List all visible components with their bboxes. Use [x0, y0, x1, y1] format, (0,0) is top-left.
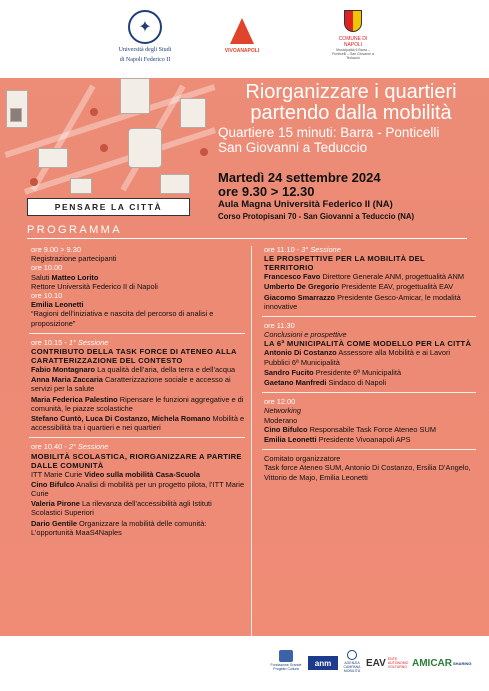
speaker-name: Cino Bifulco [31, 479, 75, 489]
subtitle-line-1: Quartiere 15 minuti: Barra - Ponticelli [218, 125, 440, 140]
program-right-column [264, 245, 476, 482]
speaker-name: Gaetano Manfredi [264, 378, 327, 388]
vivoanapoli-logo-text: VIVOANAPOLI [224, 48, 260, 54]
program-item [31, 470, 245, 479]
programma-rule [27, 238, 467, 239]
speaker-name: Stefano Cuntò, Luca Di Costanzo, Michela Romano [31, 414, 211, 424]
speaker-name: Valeria Pirone [31, 499, 80, 509]
slot-text: Saluti Matteo Lorito [31, 272, 99, 282]
comune-crest-icon [344, 10, 362, 32]
subtitle-line-2: San Giovanni a Teduccio [218, 140, 368, 155]
amicar-logo [412, 650, 472, 676]
title-line-1: Riorganizzare i quartieri [245, 81, 457, 103]
item-text: Presidente 6ª Municipalità [313, 367, 402, 377]
item-bold-text: Video sulla mobilità Casa-Scuola [84, 469, 200, 479]
speaker-name: Dario Gentile [31, 518, 77, 528]
item-text: Direttore Generale ANM, progettualità ANM [320, 272, 465, 282]
speaker-name: Emilia Leonetti [264, 435, 317, 445]
program-item [264, 378, 476, 387]
committee-title: Comitato organizzatore [264, 454, 341, 464]
amicar-text: AMICAR [412, 657, 452, 669]
agenzia-text: AGENZIA CAMPANA MOBILITÀ [343, 661, 361, 673]
session-heading: LA 6ª MUNICIPALITÀ COME MODELLO PER LA CITTÀ [264, 339, 472, 349]
program-left-column [31, 245, 245, 538]
section-separator [29, 333, 245, 334]
item-text: Assessore alla Mobilità e ai Lavori Pubblici 6ª Municipalità [264, 348, 451, 367]
session-3-list [264, 272, 476, 311]
item-text: Presidente Vivoanapoli APS [316, 435, 411, 445]
sharing-text: SHARING [453, 660, 472, 666]
session-heading: CONTRIBUTO DELLA TASK FORCE DI ATENEO ALLA CARATTERIZZAZIONE DEL CONTESTO [31, 347, 237, 366]
section-separator [29, 437, 245, 438]
slot-time: ore 11.30 [264, 321, 295, 331]
speaker-name: Emilia Leonetti [31, 300, 84, 310]
tagline-box: PENSARE LA CITTÀ [27, 198, 190, 216]
program-item [264, 425, 476, 434]
vivoanapoli-logo [222, 10, 262, 70]
program-item [31, 365, 245, 374]
session-heading: MOBILITÀ SCOLASTICA, RIORGANIZZARE A PARTIRE DALLE COMUNITÀ [31, 451, 242, 470]
program-item [31, 414, 245, 432]
program-item [31, 480, 245, 498]
speaker-name: Giacomo Smarrazzo [264, 292, 336, 302]
session-1-list [31, 365, 245, 432]
sponsor-footer [0, 636, 489, 691]
comune-logo-text: COMUNE DI NAPOLI [338, 36, 368, 48]
slot-time: ore 10.00 [31, 263, 63, 273]
section-separator [262, 392, 476, 393]
speaker-name: Fabio Montagnaro [31, 365, 96, 375]
moderators-label: Moderano [264, 415, 298, 425]
speaker-name: Sandro Fucito [264, 367, 314, 377]
program-item [264, 435, 476, 444]
speaker-name: Umberto De Gregorio [264, 282, 340, 292]
comune-logo-sub: Municipalità 6 Barra – Ponticelli – San Giovanni a Teduccio [332, 48, 374, 60]
item-text: Presidente EAV, progettualità EAV [339, 282, 454, 292]
unina-logo [90, 10, 200, 70]
session-time: ore 10.15 - 1° Sessione [31, 337, 109, 347]
speaker-name: Antonio Di Costanzo [264, 348, 337, 358]
slot-label: Networking [264, 406, 301, 416]
fondazione-logo [266, 650, 306, 676]
slot-time: ore 10.10 [31, 291, 63, 301]
program-item [31, 519, 245, 537]
program-item [264, 293, 476, 311]
item-text: Mobilità e accessibilità tra i quartieri e nei quartieri [31, 414, 245, 433]
slot-time: ore 12.00 [264, 397, 296, 407]
unina-logo-text-2: di Napoli Federico II [119, 57, 171, 63]
agenzia-icon [347, 650, 357, 660]
item-text: Presidente Gesco-Amicar, le modalità innovative [264, 292, 461, 311]
program-item [31, 499, 245, 517]
fondazione-text: Fondazione Grande Progetto Cultura [270, 663, 302, 671]
committee-text: Task force Ateneo SUM, Antonio Di Costanzo, Ersilia D’Angelo, Vittorio de Majo, Emilia Leonetti [264, 463, 471, 482]
city-illustration [0, 78, 220, 198]
item-text: Analisi di mobilità per un progetto pilota, l’ITT Marie Curie [31, 479, 245, 499]
comune-logo [330, 10, 376, 72]
event-title [218, 82, 484, 124]
column-divider [251, 246, 252, 658]
eav-logo [366, 650, 409, 676]
eav-text: EAV [366, 657, 386, 669]
event-address: Corso Protopisani 70 - San Giovanni a Teduccio (NA) [218, 212, 415, 221]
talk-title: “Ragioni dell’iniziativa e nascita del percorso di analisi e proposizione” [31, 309, 214, 328]
vivoanapoli-triangle-icon [230, 18, 254, 44]
speaker-role: Rettore Università Federico II di Napoli [31, 281, 158, 291]
session-heading: LE PROSPETTIVE PER LA MOBILITÀ DEL TERRITORIO [264, 254, 425, 273]
item-text: Organizzare la mobilità delle comunità: L’opportunità MaaS4Naples [31, 518, 207, 537]
section-separator [262, 449, 476, 450]
program-item [264, 348, 476, 366]
slot-label: Conclusioni e prospettive [264, 330, 347, 340]
unina-logo-text-1: Università degli Studi [118, 47, 172, 53]
eav-sub: ENTE AUTONOMO VOLTURNO [387, 657, 409, 669]
program-item [264, 282, 476, 291]
program-item [31, 375, 245, 393]
session-time: ore 11.10 - 3° Sessione [264, 245, 341, 254]
event-time: ore 9.30 > 12.30 [218, 184, 315, 199]
speaker-name: Francesco Favo [264, 272, 321, 282]
conclusions-list [264, 348, 476, 387]
session-time: ore 10.40 - 2° Sessione [31, 442, 109, 452]
event-date: Martedì 24 settembre 2024 [218, 170, 381, 185]
event-venue: Aula Magna Università Federico II (NA) [218, 199, 393, 210]
speaker-name: Cino Bifulco [264, 424, 308, 434]
programma-heading: PROGRAMMA [27, 224, 122, 236]
agenzia-logo [340, 650, 364, 676]
slot-text: Registrazione partecipanti [31, 254, 117, 264]
program-item [264, 272, 476, 281]
moderators-list [264, 425, 476, 444]
section-separator [262, 316, 476, 317]
speaker-name: Matteo Lorito [51, 272, 99, 282]
item-text: La qualità dell’aria, della terra e dell’acqua [95, 365, 236, 375]
item-text: ITT Marie Curie [31, 469, 85, 479]
unina-seal-icon: ✦ [128, 10, 162, 44]
header-band [0, 0, 489, 78]
session-2-list [31, 470, 245, 537]
title-line-2: partendo dalla mobilità [250, 102, 452, 124]
fondazione-icon [279, 650, 293, 662]
slot-time: ore 9.00 > 9.30 [31, 245, 81, 254]
program-item [264, 368, 476, 377]
speaker-name: Anna Maria Zaccaria [31, 375, 103, 385]
speaker-name: Maria Federica Palestino [31, 394, 118, 404]
item-text: Sindaco di Napoli [326, 378, 386, 388]
item-text: Responsabile Task Force Ateneo SUM [307, 424, 436, 434]
item-text: Caratterizzazione sociale e accesso ai servizi per la salute [31, 375, 231, 394]
item-text: Ripensare le funzioni aggregative e di comunità, le piazze scolastiche [31, 394, 244, 413]
item-text: La rilevanza dell’accessibilità agli Istituti Scolastici Superiori [31, 499, 212, 518]
anm-logo: anm [308, 656, 338, 670]
program-item [31, 395, 245, 413]
event-subtitle [218, 125, 484, 155]
